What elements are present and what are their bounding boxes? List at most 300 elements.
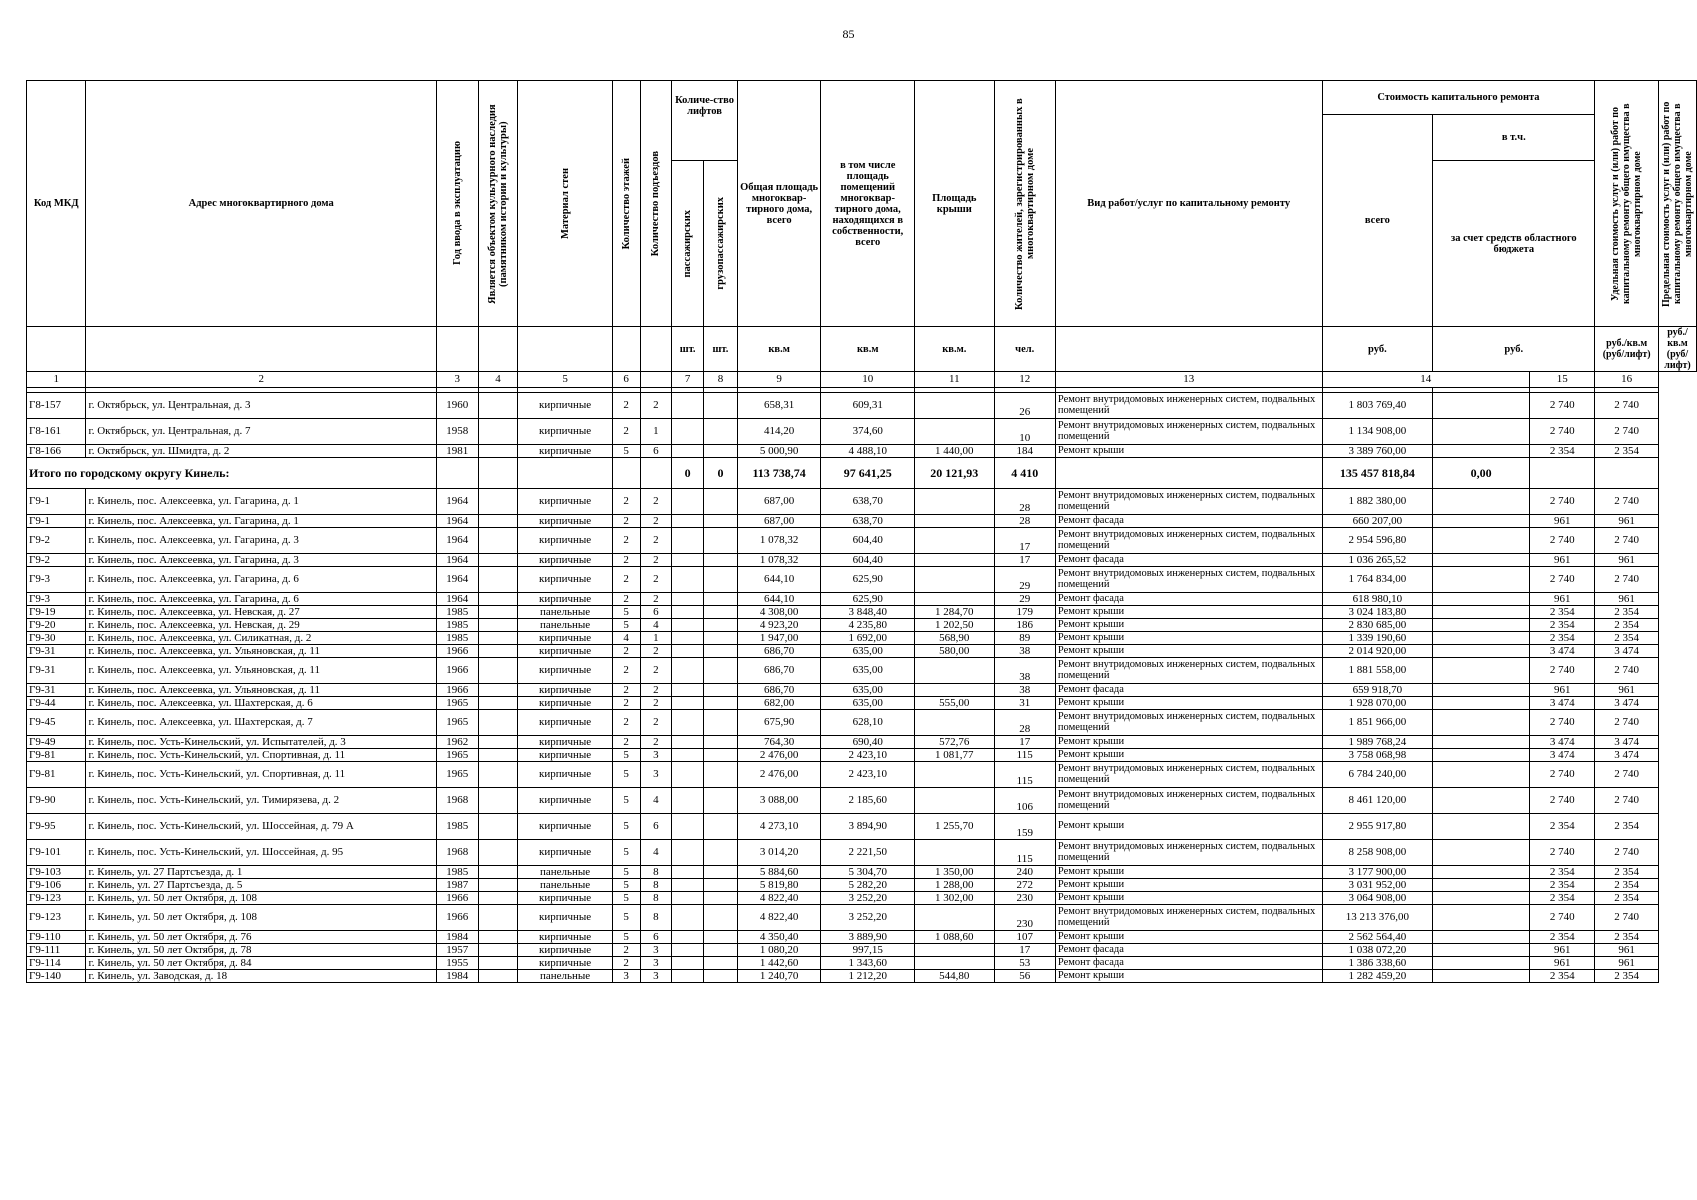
cell-lifts-pass	[672, 892, 704, 905]
cell-lifts-pass	[672, 788, 704, 814]
cell-unit-cost: 2 354	[1530, 931, 1595, 944]
cell-max-cost: 2 740	[1595, 762, 1659, 788]
total-area: 113 738,74	[737, 458, 821, 489]
cell-unit-cost: 3 474	[1530, 749, 1595, 762]
total-cost: 135 457 818,84	[1322, 458, 1433, 489]
cell-max-cost: 2 354	[1595, 892, 1659, 905]
cell-heritage	[478, 762, 518, 788]
col-address: Адрес многоквартирного дома	[86, 81, 436, 327]
cell-year: 1964	[436, 528, 478, 554]
table-row	[27, 840, 1697, 866]
table-header	[27, 81, 1697, 372]
table-row	[27, 528, 1697, 554]
cell-entrances: 3	[640, 970, 672, 983]
cell-owned-area: 625,90	[821, 593, 915, 606]
cell-heritage	[478, 697, 518, 710]
cell-roof-area: 1 350,00	[915, 866, 994, 879]
cell-entrances: 1	[640, 419, 672, 445]
cell-entrances: 1	[640, 632, 672, 645]
cell-lifts-pass	[672, 970, 704, 983]
column-number	[640, 372, 672, 388]
cell-walls: панельные	[518, 866, 612, 879]
cell-lifts-cargo	[704, 749, 738, 762]
cell-lifts-pass	[672, 593, 704, 606]
cell-walls: кирпичные	[518, 554, 612, 567]
cell-code: Г9-81	[27, 762, 86, 788]
table-row	[27, 944, 1697, 957]
col-code: Код МКД	[27, 81, 86, 327]
cell-owned-area: 4 488,10	[821, 445, 915, 458]
col-unit-cost: Удельная стоимость услуг и (или) работ по капитальному ремонту общего имущества в многоквартирном доме	[1595, 81, 1659, 327]
cell-heritage	[478, 658, 518, 684]
cell-regional	[1433, 762, 1530, 788]
cell-entrances: 3	[640, 762, 672, 788]
cell-code: Г9-123	[27, 892, 86, 905]
cell-year: 1966	[436, 684, 478, 697]
cell-lifts-pass	[672, 944, 704, 957]
cell-lifts-pass	[672, 957, 704, 970]
cell-total-area: 5 000,90	[737, 445, 821, 458]
cell-code: Г9-44	[27, 697, 86, 710]
cell-heritage	[478, 619, 518, 632]
cell-work-type: Ремонт крыши	[1055, 970, 1322, 983]
cell-roof-area: 568,90	[915, 632, 994, 645]
cell-address: г. Кинель, пос. Алексеевка, ул. Невская, д. 27	[86, 606, 436, 619]
cell-residents: 38	[994, 658, 1055, 684]
cell-year: 1966	[436, 905, 478, 931]
cell-address: г. Кинель, ул. 27 Партсъезда, д. 5	[86, 879, 436, 892]
cell-lifts-cargo	[704, 840, 738, 866]
cell-regional	[1433, 931, 1530, 944]
cell-work-type: Ремонт внутридомовых инженерных систем, подвальных помещений	[1055, 567, 1322, 593]
cell-work-type: Ремонт крыши	[1055, 645, 1322, 658]
cell-lifts-pass	[672, 905, 704, 931]
cell-owned-area: 638,70	[821, 489, 915, 515]
cell-residents: 115	[994, 749, 1055, 762]
cell-address: г. Кинель, пос. Алексеевка, ул. Шахтерская, д. 7	[86, 710, 436, 736]
cell-cost-total: 1 851 966,00	[1322, 710, 1433, 736]
col-lifts-pass: пассажирских	[672, 161, 704, 327]
cell-lifts-cargo	[704, 892, 738, 905]
cell-address: г. Кинель, пос. Алексеевка, ул. Гагарина, д. 6	[86, 593, 436, 606]
cell-entrances: 4	[640, 840, 672, 866]
cell-work-type: Ремонт внутридомовых инженерных систем, подвальных помещений	[1055, 905, 1322, 931]
cell-code: Г9-1	[27, 489, 86, 515]
cell-floors: 2	[612, 515, 640, 528]
cell-entrances: 2	[640, 489, 672, 515]
cell-walls: кирпичные	[518, 710, 612, 736]
cell-lifts-pass	[672, 840, 704, 866]
cell-floors: 5	[612, 892, 640, 905]
cell-walls: кирпичные	[518, 593, 612, 606]
cell-lifts-cargo	[704, 515, 738, 528]
cell-walls: панельные	[518, 606, 612, 619]
cell-address: г. Кинель, пос. Усть-Кинельский, ул. Шоссейная, д. 95	[86, 840, 436, 866]
cell-lifts-cargo	[704, 619, 738, 632]
cell-total-area: 687,00	[737, 515, 821, 528]
cell-year: 1966	[436, 892, 478, 905]
cell-regional	[1433, 419, 1530, 445]
cell-max-cost: 961	[1595, 684, 1659, 697]
cell-work-type: Ремонт крыши	[1055, 445, 1322, 458]
cell-year: 1964	[436, 554, 478, 567]
col-heritage: Является объектом культурного наследия (памятником истории и культуры)	[478, 81, 518, 327]
cell-lifts-cargo	[704, 645, 738, 658]
cell-cost-total: 8 461 120,00	[1322, 788, 1433, 814]
total-lifts-cargo: 0	[704, 458, 738, 489]
cell-owned-area: 2 185,60	[821, 788, 915, 814]
cell-lifts-pass	[672, 814, 704, 840]
cell-lifts-pass	[672, 684, 704, 697]
cell-total-area: 4 273,10	[737, 814, 821, 840]
cell-code: Г9-45	[27, 710, 86, 736]
cell-residents: 272	[994, 879, 1055, 892]
cell-residents: 38	[994, 645, 1055, 658]
column-number: 9	[737, 372, 821, 388]
table-row	[27, 957, 1697, 970]
cell-walls: кирпичные	[518, 645, 612, 658]
cell-entrances: 2	[640, 515, 672, 528]
cell-code: Г9-101	[27, 840, 86, 866]
cell-owned-area: 604,40	[821, 528, 915, 554]
cell-heritage	[478, 879, 518, 892]
cell-cost-total: 1 036 265,52	[1322, 554, 1433, 567]
cell-total-area: 658,31	[737, 393, 821, 419]
cell-lifts-pass	[672, 419, 704, 445]
cell-floors: 5	[612, 879, 640, 892]
cell-max-cost: 2 740	[1595, 393, 1659, 419]
cell-unit-cost: 2 740	[1530, 567, 1595, 593]
cell-owned-area: 2 221,50	[821, 840, 915, 866]
cell-lifts-pass	[672, 567, 704, 593]
cell-residents: 17	[994, 554, 1055, 567]
cell-regional	[1433, 393, 1530, 419]
cell-code: Г9-31	[27, 658, 86, 684]
cell-code: Г8-161	[27, 419, 86, 445]
cell-address: г. Кинель, пос. Алексеевка, ул. Гагарина, д. 6	[86, 567, 436, 593]
cell-unit-cost: 2 740	[1530, 788, 1595, 814]
cell-roof-area: 572,76	[915, 736, 994, 749]
cell-regional	[1433, 879, 1530, 892]
cell-heritage	[478, 684, 518, 697]
unit-label: руб./кв.м (руб/лифт)	[1659, 327, 1697, 372]
cell-regional	[1433, 892, 1530, 905]
column-number: 11	[915, 372, 994, 388]
cell-roof-area	[915, 554, 994, 567]
column-number: 14	[1322, 372, 1530, 388]
cell-lifts-pass	[672, 736, 704, 749]
cell-roof-area	[915, 788, 994, 814]
cell-residents: 107	[994, 931, 1055, 944]
cell-code: Г9-106	[27, 879, 86, 892]
table-row	[27, 445, 1697, 458]
cell-max-cost: 961	[1595, 593, 1659, 606]
cell-year: 1984	[436, 931, 478, 944]
empty-cell	[436, 458, 478, 489]
cell-roof-area	[915, 840, 994, 866]
cell-work-type: Ремонт крыши	[1055, 879, 1322, 892]
cell-cost-total: 2 830 685,00	[1322, 619, 1433, 632]
cell-residents: 28	[994, 515, 1055, 528]
cell-regional	[1433, 788, 1530, 814]
cell-residents: 106	[994, 788, 1055, 814]
col-incl: в т.ч.	[1433, 115, 1595, 161]
cell-code: Г9-2	[27, 528, 86, 554]
cell-lifts-cargo	[704, 879, 738, 892]
cell-total-area: 414,20	[737, 419, 821, 445]
cell-max-cost: 2 740	[1595, 905, 1659, 931]
cell-regional	[1433, 684, 1530, 697]
cell-total-area: 1 947,00	[737, 632, 821, 645]
cell-entrances: 8	[640, 892, 672, 905]
cell-floors: 5	[612, 788, 640, 814]
empty-cell	[640, 458, 672, 489]
cell-work-type: Ремонт крыши	[1055, 619, 1322, 632]
cell-cost-total: 659 918,70	[1322, 684, 1433, 697]
cell-heritage	[478, 892, 518, 905]
cell-owned-area: 2 423,10	[821, 762, 915, 788]
col-walls: Материал стен	[518, 81, 612, 327]
cell-entrances: 6	[640, 931, 672, 944]
col-year: Год ввода в эксплуатацию	[436, 81, 478, 327]
cell-total-area: 4 822,40	[737, 892, 821, 905]
cell-owned-area: 635,00	[821, 684, 915, 697]
cell-unit-cost: 2 354	[1530, 632, 1595, 645]
cell-year: 1985	[436, 606, 478, 619]
cell-owned-area: 628,10	[821, 710, 915, 736]
cell-walls: кирпичные	[518, 632, 612, 645]
cell-year: 1965	[436, 749, 478, 762]
cell-year: 1984	[436, 970, 478, 983]
cell-address: г. Кинель, пос. Алексеевка, ул. Ульяновская, д. 11	[86, 684, 436, 697]
table-row	[27, 762, 1697, 788]
cell-max-cost: 3 474	[1595, 645, 1659, 658]
cell-cost-total: 2 954 596,80	[1322, 528, 1433, 554]
cell-address: г. Кинель, пос. Алексеевка, ул. Гагарина, д. 1	[86, 515, 436, 528]
cell-walls: кирпичные	[518, 892, 612, 905]
cell-regional	[1433, 957, 1530, 970]
cell-residents: 17	[994, 944, 1055, 957]
cell-owned-area: 604,40	[821, 554, 915, 567]
cell-max-cost: 961	[1595, 515, 1659, 528]
cell-lifts-cargo	[704, 970, 738, 983]
cell-owned-area: 635,00	[821, 658, 915, 684]
cell-address: г. Кинель, пос. Усть-Кинельский, ул. Спортивная, д. 11	[86, 762, 436, 788]
cell-work-type: Ремонт внутридомовых инженерных систем, подвальных помещений	[1055, 658, 1322, 684]
cell-unit-cost: 961	[1530, 593, 1595, 606]
cell-regional	[1433, 736, 1530, 749]
cell-regional	[1433, 658, 1530, 684]
cell-year: 1962	[436, 736, 478, 749]
cell-address: г. Кинель, пос. Алексеевка, ул. Невская, д. 29	[86, 619, 436, 632]
cell-walls: кирпичные	[518, 931, 612, 944]
cell-address: г. Кинель, ул. 50 лет Октября, д. 108	[86, 905, 436, 931]
cell-unit-cost: 961	[1530, 944, 1595, 957]
cell-cost-total: 1 339 190,60	[1322, 632, 1433, 645]
cell-floors: 5	[612, 814, 640, 840]
cell-work-type: Ремонт крыши	[1055, 892, 1322, 905]
table-row	[27, 606, 1697, 619]
cell-walls: кирпичные	[518, 697, 612, 710]
column-number: 7	[672, 372, 704, 388]
cell-work-type: Ремонт фасада	[1055, 944, 1322, 957]
cell-walls: кирпичные	[518, 567, 612, 593]
cell-lifts-pass	[672, 762, 704, 788]
table-row	[27, 814, 1697, 840]
cell-walls: панельные	[518, 879, 612, 892]
cell-code: Г8-166	[27, 445, 86, 458]
cell-roof-area	[915, 515, 994, 528]
cell-entrances: 3	[640, 749, 672, 762]
cell-owned-area: 5 282,20	[821, 879, 915, 892]
cell-year: 1964	[436, 567, 478, 593]
total-regional: 0,00	[1433, 458, 1530, 489]
cell-work-type: Ремонт фасада	[1055, 593, 1322, 606]
cell-address: г. Кинель, пос. Усть-Кинельский, ул. Испытателей, д. 3	[86, 736, 436, 749]
cell-roof-area	[915, 489, 994, 515]
cell-unit-cost: 2 354	[1530, 892, 1595, 905]
unit-label: чел.	[994, 327, 1055, 372]
cell-lifts-cargo	[704, 554, 738, 567]
cell-cost-total: 2 955 917,80	[1322, 814, 1433, 840]
cell-unit-cost: 2 740	[1530, 393, 1595, 419]
col-total-area: Общая площадь многоквар-тирного дома, всего	[737, 81, 821, 327]
cell-floors: 2	[612, 684, 640, 697]
column-numbers-row	[27, 372, 1697, 388]
cell-max-cost: 2 354	[1595, 970, 1659, 983]
cell-walls: кирпичные	[518, 684, 612, 697]
cell-roof-area: 1 284,70	[915, 606, 994, 619]
cell-floors: 2	[612, 567, 640, 593]
cell-roof-area: 1 302,00	[915, 892, 994, 905]
cell-max-cost: 2 354	[1595, 632, 1659, 645]
cell-max-cost: 2 740	[1595, 528, 1659, 554]
cell-unit-cost: 961	[1530, 684, 1595, 697]
cell-cost-total: 3 064 908,00	[1322, 892, 1433, 905]
cell-max-cost: 2 354	[1595, 879, 1659, 892]
cell-max-cost: 2 740	[1595, 658, 1659, 684]
cell-address: г. Кинель, пос. Алексеевка, ул. Шахтерская, д. 6	[86, 697, 436, 710]
cell-residents: 115	[994, 840, 1055, 866]
cell-regional	[1433, 554, 1530, 567]
cell-heritage	[478, 840, 518, 866]
cell-residents: 10	[994, 419, 1055, 445]
cell-work-type: Ремонт фасада	[1055, 957, 1322, 970]
cell-address: г. Кинель, ул. 50 лет Октября, д. 78	[86, 944, 436, 957]
cell-entrances: 2	[640, 593, 672, 606]
cell-walls: кирпичные	[518, 658, 612, 684]
cell-lifts-cargo	[704, 419, 738, 445]
cell-regional	[1433, 866, 1530, 879]
cell-code: Г9-95	[27, 814, 86, 840]
cell-code: Г9-3	[27, 567, 86, 593]
cell-year: 1958	[436, 419, 478, 445]
cell-year: 1987	[436, 879, 478, 892]
table-row	[27, 593, 1697, 606]
cell-unit-cost: 3 474	[1530, 645, 1595, 658]
cell-code: Г9-31	[27, 684, 86, 697]
table-row	[27, 931, 1697, 944]
empty-cell	[1055, 458, 1322, 489]
cell-lifts-pass	[672, 658, 704, 684]
cell-address: г. Кинель, ул. 50 лет Октября, д. 108	[86, 892, 436, 905]
cell-address: г. Октябрьск, ул. Центральная, д. 7	[86, 419, 436, 445]
cell-owned-area: 1 212,20	[821, 970, 915, 983]
cell-total-area: 3 088,00	[737, 788, 821, 814]
cell-regional	[1433, 645, 1530, 658]
cell-total-area: 1 078,32	[737, 528, 821, 554]
cell-floors: 2	[612, 593, 640, 606]
cell-address: г. Кинель, ул. Заводская, д. 18	[86, 970, 436, 983]
page-number: 85	[842, 27, 855, 41]
cell-entrances: 8	[640, 905, 672, 931]
cell-roof-area	[915, 393, 994, 419]
cell-year: 1981	[436, 445, 478, 458]
empty-cell	[612, 458, 640, 489]
cell-residents: 26	[994, 393, 1055, 419]
column-number: 6	[612, 372, 640, 388]
cell-total-area: 5 884,60	[737, 866, 821, 879]
cell-year: 1955	[436, 957, 478, 970]
column-number: 2	[86, 372, 436, 388]
cell-cost-total: 1 882 380,00	[1322, 489, 1433, 515]
cell-heritage	[478, 905, 518, 931]
cell-address: г. Кинель, ул. 27 Партсъезда, д. 1	[86, 866, 436, 879]
table-row	[27, 393, 1697, 419]
unit-label: шт.	[672, 327, 704, 372]
cell-residents: 179	[994, 606, 1055, 619]
cell-floors: 2	[612, 528, 640, 554]
total-residents: 4 410	[994, 458, 1055, 489]
cell-floors: 2	[612, 419, 640, 445]
cell-floors: 2	[612, 944, 640, 957]
cell-floors: 2	[612, 710, 640, 736]
cell-max-cost: 961	[1595, 554, 1659, 567]
cell-lifts-cargo	[704, 393, 738, 419]
cell-regional	[1433, 567, 1530, 593]
cell-code: Г9-90	[27, 788, 86, 814]
table-row	[27, 419, 1697, 445]
cell-work-type: Ремонт крыши	[1055, 866, 1322, 879]
cell-owned-area: 1 343,60	[821, 957, 915, 970]
column-number: 15	[1530, 372, 1595, 388]
cell-heritage	[478, 528, 518, 554]
cell-unit-cost: 2 740	[1530, 762, 1595, 788]
cell-unit-cost: 2 740	[1530, 528, 1595, 554]
cell-total-area: 1 442,60	[737, 957, 821, 970]
cell-year: 1964	[436, 593, 478, 606]
cell-total-area: 686,70	[737, 684, 821, 697]
cell-lifts-pass	[672, 879, 704, 892]
total-lifts-pass: 0	[672, 458, 704, 489]
cell-unit-cost: 3 474	[1530, 697, 1595, 710]
cell-regional	[1433, 814, 1530, 840]
cell-roof-area: 1 288,00	[915, 879, 994, 892]
column-number: 12	[994, 372, 1055, 388]
cell-heritage	[478, 393, 518, 419]
table-row	[27, 619, 1697, 632]
table-row	[27, 489, 1697, 515]
col-cost-total: всего	[1322, 115, 1433, 327]
total-label: Итого по городскому округу Кинель:	[27, 458, 437, 489]
cell-max-cost: 2 354	[1595, 445, 1659, 458]
cell-year: 1964	[436, 489, 478, 515]
cell-residents: 184	[994, 445, 1055, 458]
cell-code: Г9-110	[27, 931, 86, 944]
cell-regional	[1433, 619, 1530, 632]
cell-cost-total: 13 213 376,00	[1322, 905, 1433, 931]
cell-total-area: 764,30	[737, 736, 821, 749]
